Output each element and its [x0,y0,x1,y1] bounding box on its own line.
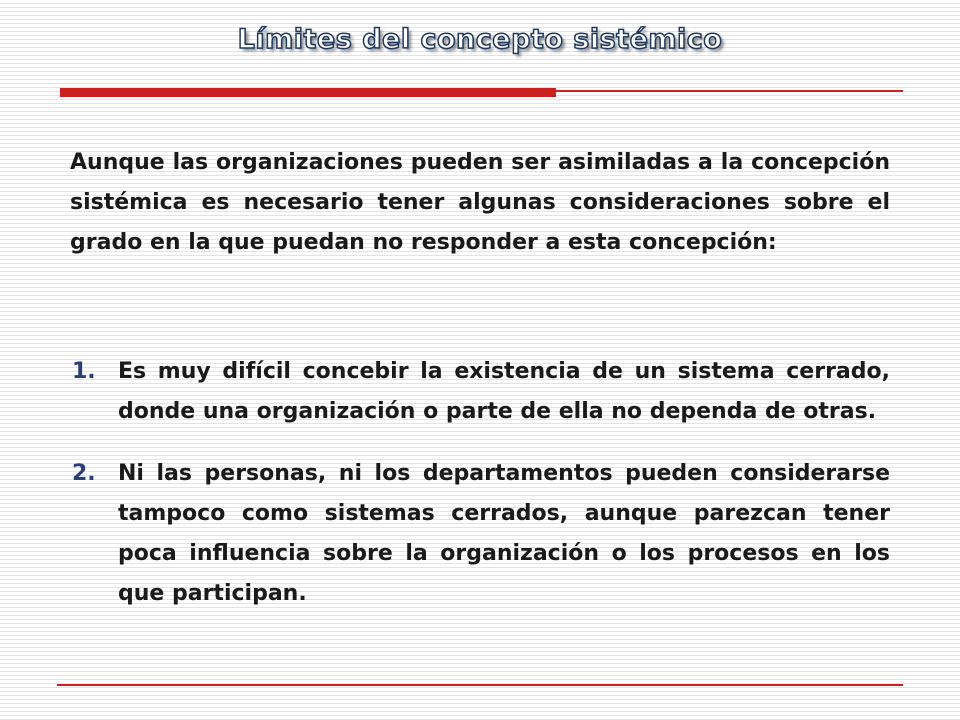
numbered-list [70,352,890,636]
list-item [70,352,890,432]
title-underline-thick [60,88,556,97]
list-item-text: Ni las personas, ni los departamentos pueden considerarse tampoco como sistemas cerrados, aunque parezcan tener poca influencia sobre la organización o los procesos en los que participan. [118,461,890,606]
list-item-text: Es muy difícil concebir la existencia de un sistema cerrado, donde una organización o parte de ella no dependa de otras. [118,359,890,424]
list-item-number: 1. [72,359,96,384]
title-underline-thin [556,90,903,92]
footer-rule [57,684,903,686]
list-item-number: 2. [72,461,96,486]
intro-paragraph: Aunque las organizaciones pueden ser asimiladas a la concepción sistémica es necesario tener algunas consideraciones sobre el grado en la que puedan no responder a esta concepción: [70,150,890,255]
slide-title: Límites del concepto sistémico [237,24,723,55]
list-item [70,454,890,614]
